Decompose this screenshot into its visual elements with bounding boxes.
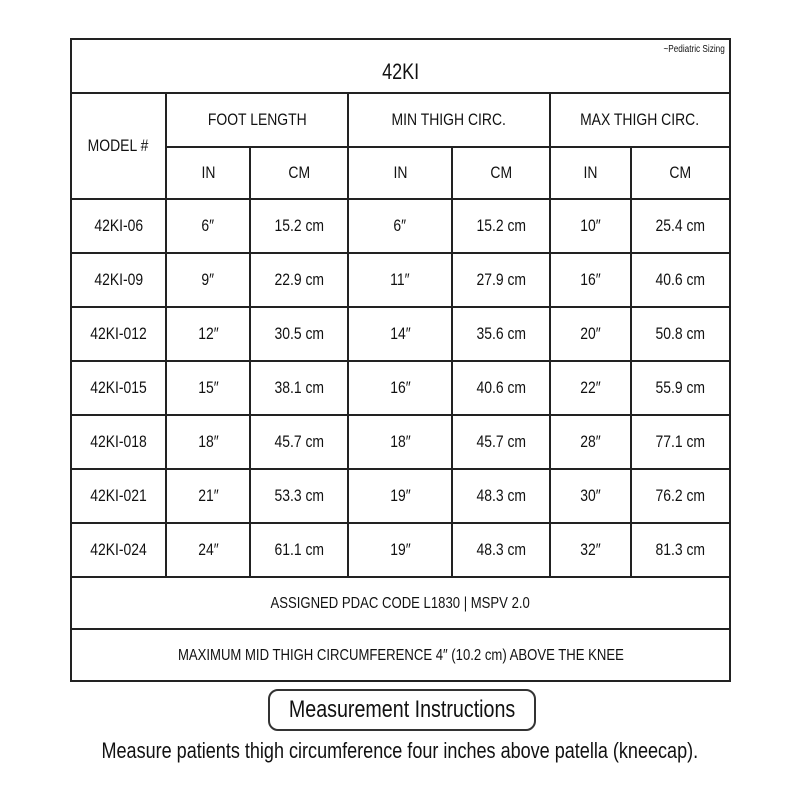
model-cell [71, 253, 166, 307]
model-header-cell [71, 93, 166, 199]
unit-label: CM [490, 163, 512, 182]
size-cell-text: 18″ [389, 432, 411, 451]
size-cell [631, 307, 730, 361]
size-cell-text: 10″ [580, 216, 601, 235]
table-row [71, 361, 730, 415]
size-cell [250, 307, 348, 361]
pdac-code: ASSIGNED PDAC CODE L1830 | MSPV 2.0 [270, 595, 531, 612]
table-row [71, 307, 730, 361]
size-cell [452, 199, 550, 253]
model-cell-text: 42KI-06 [94, 216, 143, 235]
unit-header [166, 147, 250, 199]
unit-header [631, 147, 730, 199]
size-cell [348, 469, 452, 523]
size-cell-text: 16″ [580, 270, 601, 289]
size-cell-text: 81.3 cm [655, 540, 706, 559]
unit-label: CM [669, 163, 692, 182]
size-cell-text: 12″ [197, 324, 219, 343]
size-cell [348, 361, 452, 415]
group-header-max-thigh [550, 93, 730, 147]
max-thigh-note: MAXIMUM MID THIGH CIRCUMFERENCE 4″ (10.2 cm) ABOVE THE KNEE [177, 647, 624, 664]
size-cell-text: 6″ [393, 216, 407, 235]
table-row [71, 199, 730, 253]
group-header-min-thigh [348, 93, 550, 147]
model-cell [71, 523, 166, 577]
unit-header [348, 147, 452, 199]
footer-code-row [71, 577, 730, 629]
sizing-table [70, 38, 731, 682]
model-cell-text: 42KI-024 [90, 540, 147, 559]
group-header-foot-length [166, 93, 348, 147]
size-cell-text: 53.3 cm [274, 486, 324, 505]
size-cell [550, 199, 631, 253]
size-cell-text: 22″ [580, 378, 601, 397]
size-cell [452, 253, 550, 307]
size-cell-text: 48.3 cm [476, 540, 526, 559]
size-cell-text: 16″ [389, 378, 411, 397]
size-cell [166, 253, 250, 307]
size-cell-text: 6″ [201, 216, 215, 235]
measurement-instructions-text: Measure patients thigh circumference four inches above patella (kneecap). [101, 738, 699, 763]
size-cell-text: 48.3 cm [476, 486, 526, 505]
unit-header [550, 147, 631, 199]
unit-label: CM [288, 163, 310, 182]
measurement-instructions-title: Measurement Instructions [288, 696, 516, 723]
group-label: MAX THIGH CIRC. [580, 110, 700, 129]
size-cell-text: 30.5 cm [274, 324, 324, 343]
group-header-row [71, 93, 730, 147]
model-cell-text: 42KI-09 [94, 270, 143, 289]
unit-header-row [71, 147, 730, 199]
size-cell-text: 50.8 cm [655, 324, 706, 343]
model-cell-text: 42KI-018 [90, 432, 147, 451]
size-cell-text: 15.2 cm [274, 216, 324, 235]
size-cell [452, 415, 550, 469]
size-cell [166, 415, 250, 469]
size-cell-text: 19″ [389, 486, 411, 505]
size-cell-text: 25.4 cm [655, 216, 706, 235]
size-cell [631, 253, 730, 307]
measurement-instructions-text-wrap [0, 738, 800, 764]
size-cell-text: 55.9 cm [655, 378, 706, 397]
size-cell-text: 15″ [197, 378, 219, 397]
size-cell [250, 469, 348, 523]
pediatric-sizing-tag: ~Pediatric Sizing [663, 44, 726, 55]
size-cell [550, 523, 631, 577]
size-cell [631, 415, 730, 469]
size-cell-text: 22.9 cm [274, 270, 324, 289]
table-row [71, 415, 730, 469]
measurement-instructions-box [268, 689, 536, 731]
size-cell-text: 45.7 cm [274, 432, 324, 451]
size-cell-text: 35.6 cm [476, 324, 526, 343]
size-cell [452, 523, 550, 577]
size-cell-text: 11″ [390, 270, 410, 289]
size-cell [250, 199, 348, 253]
size-cell-text: 24″ [197, 540, 219, 559]
model-cell [71, 307, 166, 361]
group-label: MIN THIGH CIRC. [391, 110, 507, 129]
size-cell [631, 523, 730, 577]
model-cell-text: 42KI-015 [90, 378, 147, 397]
size-cell-text: 76.2 cm [655, 486, 706, 505]
size-cell [250, 361, 348, 415]
size-cell-text: 21″ [197, 486, 219, 505]
size-cell [348, 415, 452, 469]
unit-label: IN [583, 163, 598, 182]
size-cell-text: 40.6 cm [655, 270, 706, 289]
size-cell-text: 20″ [580, 324, 601, 343]
table-row [71, 523, 730, 577]
size-cell [250, 415, 348, 469]
size-cell [452, 307, 550, 361]
table-row [71, 253, 730, 307]
model-cell-text: 42KI-012 [90, 324, 147, 343]
size-cell [452, 361, 550, 415]
size-cell-text: 9″ [201, 270, 215, 289]
size-cell-text: 38.1 cm [274, 378, 324, 397]
model-cell [71, 361, 166, 415]
size-cell-text: 15.2 cm [476, 216, 526, 235]
footer-note-row [71, 629, 730, 681]
size-cell-text: 28″ [580, 432, 601, 451]
group-label: FOOT LENGTH [207, 110, 307, 129]
size-cell-text: 61.1 cm [274, 540, 324, 559]
max-thigh-note-cell [71, 629, 730, 681]
model-cell-text: 42KI-021 [90, 486, 147, 505]
size-cell-text: 45.7 cm [476, 432, 526, 451]
size-cell-text: 40.6 cm [476, 378, 526, 397]
size-cell [550, 415, 631, 469]
unit-label: IN [393, 163, 407, 182]
size-cell-text: 30″ [580, 486, 601, 505]
size-cell [166, 199, 250, 253]
size-cell-text: 77.1 cm [655, 432, 706, 451]
size-cell-text: 27.9 cm [476, 270, 526, 289]
title-row [71, 39, 730, 93]
size-cell-text: 14″ [389, 324, 411, 343]
size-cell [550, 469, 631, 523]
size-cell [550, 361, 631, 415]
table-title: 42KI [381, 59, 420, 84]
model-header: MODEL # [88, 136, 149, 155]
table-row [71, 469, 730, 523]
unit-header [452, 147, 550, 199]
pdac-code-cell [71, 577, 730, 629]
size-cell [166, 523, 250, 577]
model-cell [71, 469, 166, 523]
size-cell [250, 253, 348, 307]
size-cell [452, 469, 550, 523]
size-cell [631, 361, 730, 415]
size-cell-text: 32″ [580, 540, 601, 559]
size-cell [348, 523, 452, 577]
size-cell [166, 307, 250, 361]
model-cell [71, 415, 166, 469]
size-cell-text: 18″ [197, 432, 219, 451]
size-cell [631, 199, 730, 253]
size-cell-text: 19″ [389, 540, 411, 559]
size-cell [550, 307, 631, 361]
size-cell [166, 469, 250, 523]
size-cell [348, 199, 452, 253]
unit-header [250, 147, 348, 199]
size-cell [348, 307, 452, 361]
model-cell [71, 199, 166, 253]
size-cell [250, 523, 348, 577]
size-cell [550, 253, 631, 307]
unit-label: IN [201, 163, 215, 182]
size-cell [631, 469, 730, 523]
table-title-cell [71, 39, 730, 93]
size-cell [166, 361, 250, 415]
size-cell [348, 253, 452, 307]
